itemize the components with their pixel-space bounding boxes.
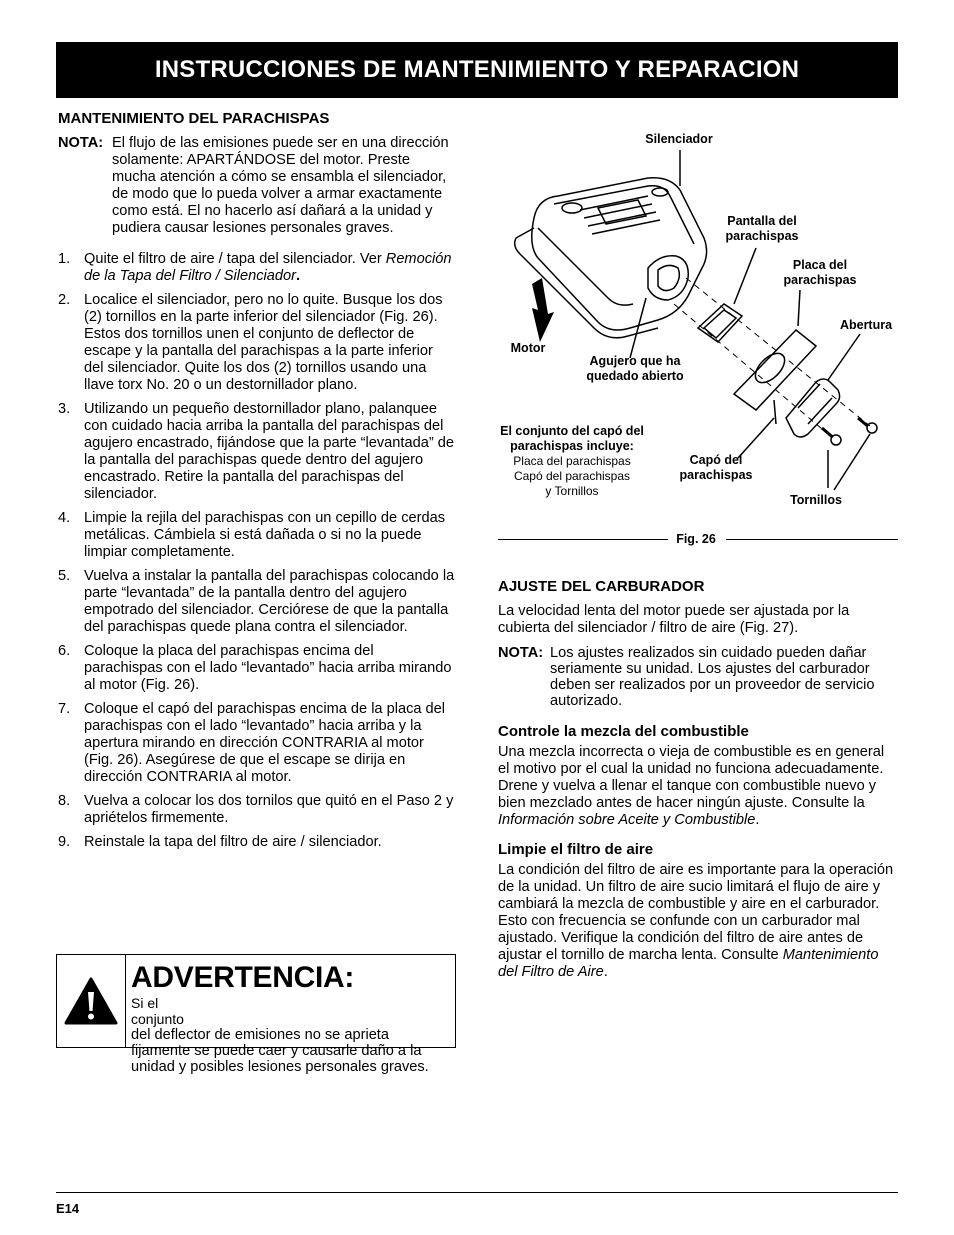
step-number: 5. xyxy=(58,568,71,584)
section-banner xyxy=(56,42,898,98)
step-number: 7. xyxy=(58,701,71,717)
step-body: Quite el filtro de aire / tapa del silenciador. Ver xyxy=(84,251,386,267)
step-number: 6. xyxy=(58,643,71,659)
section-heading: AJUSTE DEL CARBURADOR xyxy=(498,578,705,595)
label-capo: Capó del parachispas xyxy=(679,453,753,482)
step-number: 4. xyxy=(58,510,71,526)
intro-text: La velocidad lenta del motor puede ser ajustada por la cubierta del silenciador / filtro de aire (Fig. 27). xyxy=(498,603,850,636)
step-text xyxy=(84,251,456,285)
list-item xyxy=(58,292,456,394)
footer-rule xyxy=(56,1192,898,1193)
step-reference: Remoción de la Tapa del Filtro / Silenciador xyxy=(84,251,452,284)
step-number: 2. xyxy=(58,292,71,308)
figure-26 xyxy=(498,128,898,548)
list-item xyxy=(58,701,456,786)
step-text: Coloque la placa del parachispas encima del parachispas con el lado “levantado” hacia arriba mirando al motor (Fig. 26). xyxy=(84,643,452,693)
step-end: . xyxy=(296,268,301,284)
reference-text: Información sobre Aceite y Combustible xyxy=(498,812,756,828)
warning-title: ADVERTENCIA: xyxy=(131,961,355,994)
step-number: 9. xyxy=(58,834,71,850)
note-block xyxy=(58,135,456,237)
step-number: 3. xyxy=(58,401,71,417)
paragraph-text: Una mezcla incorrecta o vieja de combustible es en general el motivo por el cual la unidad no funciona adecuadamente. Drene y vuelva a llenar el tanque con combustible nuevo y bien mezclado antes de hacer ningún ajuste. Consulte la xyxy=(498,744,885,811)
step-text: Reinstale la tapa del filtro de aire / silenciador. xyxy=(84,834,382,850)
subheading: Limpie el filtro de aire xyxy=(498,841,654,858)
step-text: Vuelva a instalar la pantalla del parachispas colocando la parte “levantada” de la pantalla dentro del agujero empotrado del silenciador. Cerciórese de que la pantalla del parachispas quede plana contra el silenciador. xyxy=(84,568,455,635)
label-tornillos: Tornillos xyxy=(790,493,842,507)
conjunto-item: y Tornillos xyxy=(545,484,599,498)
step-text: Vuelva a colocar los dos tornilos que quitó en el Paso 2 y apriételos firmemente. xyxy=(84,793,454,826)
note-label: NOTA: xyxy=(58,135,104,151)
label-abertura: Abertura xyxy=(839,318,893,332)
note-text: El flujo de las emisiones puede ser en una dirección solamente: APARTÁNDOSE del motor. Preste mucha atención a cómo se ensambla el silenciador, de modo que lo pueda volver a armar exactamente como está. El no hacerlo así dañará a la unidad y pudiera causar lesiones personales graves. xyxy=(112,135,449,236)
warning-body xyxy=(126,955,455,1075)
page-title: INSTRUCCIONES DE MANTENIMIENTO Y REPARACION xyxy=(154,56,800,83)
warning-lead: Si el conjunto xyxy=(131,995,184,1027)
label-conjunto xyxy=(498,424,646,499)
note-block xyxy=(498,645,898,709)
step-text: Localice el silenciador, pero no lo quite. Busque los dos (2) tornillos en la parte inferior del silenciador (Fig. 26). Estos dos tornillos unen el conjunto de deflector de escape y la pantalla del parachispas a la parte inferior del silenciador. Quite los dos (2) tornillos usando una llave torx No. 20 o un destornillador plano. xyxy=(84,292,443,393)
paragraph-text: La condición del filtro de aire es importante para la operación de la unidad. Un filtro de aire sucio limitará el flujo de aire y cambiará la mezcla de combustible y aire en el carburador. Esto con frecuencia se confunde con un carburador mal ajustado. Verifique la condición del filtro de aire antes de ajustar el tornillo de marcha lenta. Consulte xyxy=(498,862,894,963)
warning-icon-box xyxy=(57,955,126,1047)
label-placa: Placa del parachispas xyxy=(783,258,857,287)
page-number: E14 xyxy=(56,1201,80,1216)
caption-line-left xyxy=(498,539,668,540)
steps-list xyxy=(58,251,456,851)
subheading: Controle la mezcla del combustible xyxy=(498,723,749,740)
figure-caption: Fig. 26 xyxy=(676,532,716,546)
right-column xyxy=(498,578,898,981)
list-item xyxy=(58,793,456,827)
label-silenciador: Silenciador xyxy=(645,132,713,146)
list-item xyxy=(58,510,456,561)
list-item xyxy=(58,643,456,694)
conjunto-item: Capó del parachispas xyxy=(513,469,631,483)
step-text: Utilizando un pequeño destornillador plano, palanquee con cuidado hacia arriba la pantalla del parachispas del agujero encastrado, fijándose que la parte “levantada” de la pantalla del parachispas quede dentro del agujero encastrado. Retire la pantalla del parachispas del silenciador. xyxy=(84,401,454,502)
reference-text: Mantenimiento del Filtro de Aire xyxy=(498,947,879,980)
step-number: 1. xyxy=(58,251,71,267)
caption-line-right xyxy=(726,539,898,540)
step-number: 8. xyxy=(58,793,71,809)
list-item xyxy=(58,568,456,636)
section-heading: MANTENIMIENTO DEL PARACHISPAS xyxy=(58,110,330,127)
list-item xyxy=(58,401,456,503)
warning-box xyxy=(56,954,456,1075)
label-agujero: Agujero que ha quedado abierto xyxy=(586,354,684,383)
step-text: Limpie la rejila del parachispas con un cepillo de cerdas metálicas. Cámbiela si está dañada o si no la puede limpiar completamente. xyxy=(84,510,445,560)
paragraph xyxy=(498,744,898,829)
paragraph xyxy=(498,862,898,981)
left-column xyxy=(58,110,456,858)
label-motor: Motor xyxy=(510,341,546,355)
note-text: Los ajustes realizados sin cuidado pueden dañar seriamente su unidad. Los ajustes del carburador deben ser realizados por un proveedor de servicio autorizado. xyxy=(550,645,875,709)
list-item xyxy=(58,834,456,851)
conjunto-item: Placa del parachispas xyxy=(513,454,631,468)
conjunto-title: El conjunto del capó del parachispas incluye: xyxy=(500,424,644,453)
label-pantalla: Pantalla del parachispas xyxy=(725,214,799,243)
paragraph-end: . xyxy=(603,964,608,980)
list-item xyxy=(58,251,456,285)
step-text: Coloque el capó del parachispas encima de la placa del parachispas con el lado “levantado” hacia arriba y la apertura mirando en dirección CONTRARIA al motor (Fig. 26). Asegúrese de que el escape se dirija en dirección CONTRARIA al motor. xyxy=(84,701,446,785)
note-label: NOTA: xyxy=(498,645,544,661)
warning-triangle-icon xyxy=(64,976,118,1026)
warning-text: del deflector de emisiones no se aprieta fijamente se puede caer y causarle daño a la unidad y posibles lesiones personales graves. xyxy=(131,1027,429,1075)
paragraph-end: . xyxy=(755,812,760,828)
